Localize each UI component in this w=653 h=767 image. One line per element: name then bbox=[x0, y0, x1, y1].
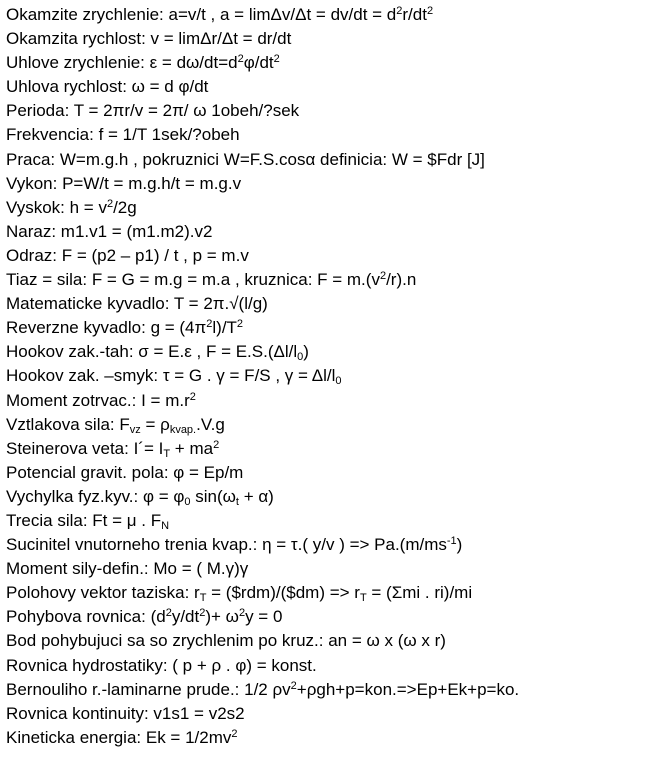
formula-text: Vyskok: h = v bbox=[6, 197, 107, 217]
formula-text: l)/T bbox=[212, 318, 237, 338]
formula-text: /r).n bbox=[386, 270, 417, 290]
formula-text: Vztlakova sila: F bbox=[6, 414, 130, 434]
superscript: 2 bbox=[290, 679, 297, 692]
formula-line bbox=[6, 27, 651, 51]
formula-line bbox=[6, 389, 651, 413]
superscript: 2 bbox=[199, 607, 206, 620]
superscript: 2 bbox=[236, 318, 244, 331]
superscript: 2 bbox=[237, 53, 244, 66]
subscript: kvap. bbox=[169, 423, 197, 436]
formula-line bbox=[6, 605, 651, 629]
formula-text: Tiaz = sila: F = G = m.g = m.a , kruznica: F = m.(v bbox=[6, 270, 380, 290]
formula-text: ) bbox=[456, 535, 463, 555]
subscript: vz bbox=[129, 423, 141, 436]
formula-text: r/dt bbox=[402, 5, 427, 24]
formula-text: /2g bbox=[113, 197, 137, 217]
formula-line bbox=[6, 268, 651, 292]
formula-text: Perioda: T = 2πr/v = 2π/ ω 1obeh/?sek bbox=[6, 101, 300, 121]
superscript: 2 bbox=[206, 318, 213, 331]
formula-text: Moment zotrvac.: I = m.r bbox=[6, 390, 190, 410]
subscript: N bbox=[161, 519, 170, 532]
formula-line bbox=[6, 678, 651, 702]
formula-text: +ρgh+p=kon.=>Ep+Ek+p=ko. bbox=[296, 679, 520, 699]
subscript: T bbox=[199, 592, 207, 605]
formula-text: Vychylka fyz.kyv.: φ = φ bbox=[6, 486, 185, 506]
subscript: T bbox=[359, 592, 367, 605]
formula-text: Frekvencia: f = 1/T 1sek/?obeh bbox=[6, 125, 240, 145]
superscript: 2 bbox=[106, 197, 114, 210]
formula-line bbox=[6, 292, 651, 316]
formula-text: sin(ω bbox=[190, 486, 236, 506]
formula-text: ) bbox=[303, 342, 309, 362]
formula-line bbox=[6, 629, 651, 653]
formula-line bbox=[6, 316, 651, 340]
subscript: 0 bbox=[335, 375, 342, 388]
formula-line bbox=[6, 533, 651, 557]
subscript: 0 bbox=[184, 495, 191, 508]
subscript: t bbox=[235, 495, 239, 508]
formula-text: y = 0 bbox=[245, 607, 283, 627]
superscript: 2 bbox=[426, 5, 434, 17]
formula-text: Potencial gravit. pola: φ = Ep/m bbox=[6, 462, 244, 482]
formula-text: + ma bbox=[170, 438, 214, 458]
formula-line bbox=[6, 726, 651, 750]
formula-text: Kineticka energia: Ek = 1/2mv bbox=[6, 727, 232, 747]
formula-text: = ρ bbox=[140, 414, 170, 434]
formula-line bbox=[6, 413, 651, 437]
formula-line bbox=[6, 196, 651, 220]
formula-text: Rovnica hydrostatiky: ( p + ρ . φ) = konst. bbox=[6, 655, 317, 675]
superscript: 2 bbox=[379, 270, 387, 283]
formula-text: Odraz: F = (p2 – p1) / t , p = m.v bbox=[6, 245, 249, 265]
formula-line bbox=[6, 172, 651, 196]
formula-text: φ/dt bbox=[243, 53, 274, 73]
formula-line bbox=[6, 581, 651, 605]
formula-line bbox=[6, 244, 651, 268]
formula-line bbox=[6, 654, 651, 678]
formula-text: Polohovy vektor taziska: r bbox=[6, 583, 200, 603]
subscript: T bbox=[163, 447, 171, 460]
formula-text: y/dt bbox=[171, 607, 200, 627]
formula-line bbox=[6, 220, 651, 244]
formula-text: Matematicke kyvadlo: T = 2π.√(l/g) bbox=[6, 294, 268, 314]
formula-text: Naraz: m1.v1 = (m1.m2).v2 bbox=[6, 221, 213, 241]
superscript: 2 bbox=[231, 727, 238, 740]
formula-line bbox=[6, 509, 651, 533]
formula-text: )+ ω bbox=[205, 607, 239, 627]
formula-text: Vykon: P=W/t = m.g.h/t = m.g.v bbox=[6, 173, 242, 193]
formula-line bbox=[6, 702, 651, 726]
formula-text: Okamzita rychlost: v = limΔr/Δt = dr/dt bbox=[6, 29, 292, 49]
formula-line bbox=[6, 557, 651, 581]
formula-text: Sucinitel vnutorneho trenia kvap.: η = τ.( y/v ) => Pa.(m/ms bbox=[6, 535, 447, 555]
formula-text: Hookov zak. –smyk: τ = G . γ = F/S , γ = Δl/l bbox=[6, 366, 336, 386]
formula-text: Trecia sila: Ft = μ . F bbox=[6, 510, 162, 530]
formula-line bbox=[6, 485, 651, 509]
formula-text: = (Σmi . ri)/mi bbox=[366, 583, 473, 603]
formula-line bbox=[6, 340, 651, 364]
superscript: 2 bbox=[213, 438, 220, 451]
formula-text: Bod pohybujuci sa so zrychlenim po kruz.: an = ω x (ω x r) bbox=[6, 631, 446, 651]
formula-line bbox=[6, 99, 651, 123]
formula-text: Praca: W=m.g.h , pokruznici W=F.S.cosα definicia: W = $Fdr [J] bbox=[6, 149, 485, 169]
formula-text: Pohybova rovnica: (d bbox=[6, 607, 166, 627]
formula-text: + α) bbox=[238, 486, 274, 506]
formula-line bbox=[6, 437, 651, 461]
superscript: 2 bbox=[189, 390, 196, 403]
formula-line bbox=[6, 148, 651, 172]
formula-text: Uhlova rychlost: ω = d φ/dt bbox=[6, 77, 209, 97]
formula-sheet bbox=[6, 3, 651, 750]
formula-text: .V.g bbox=[196, 414, 225, 434]
formula-line bbox=[6, 75, 651, 99]
formula-line bbox=[6, 364, 651, 388]
formula-text: Steinerova veta: I´= I bbox=[6, 438, 164, 458]
formula-text: Uhlove zrychlenie: ε = dω/dt=d bbox=[6, 53, 238, 73]
formula-line bbox=[6, 461, 651, 485]
formula-text: Rovnica kontinuity: v1s1 = v2s2 bbox=[6, 703, 245, 723]
formula-text: Okamzite zrychlenie: a=v/t , a = limΔv/Δt = dv/dt = d bbox=[6, 5, 397, 24]
formula-text: Hookov zak.-tah: σ = E.ε , F = E.S.(Δl/l bbox=[6, 342, 298, 362]
formula-line bbox=[6, 123, 651, 147]
superscript: -1 bbox=[446, 535, 457, 548]
formula-line bbox=[6, 51, 651, 75]
superscript: 2 bbox=[165, 607, 172, 620]
subscript: 0 bbox=[297, 351, 304, 364]
superscript: 2 bbox=[396, 5, 403, 17]
formula-text: Moment sily-defin.: Mo = ( M.γ)γ bbox=[6, 559, 249, 579]
formula-line bbox=[6, 3, 651, 27]
superscript: 2 bbox=[273, 53, 280, 66]
formula-text: = ($rdm)/($dm) => r bbox=[206, 583, 360, 603]
formula-text: Bernouliho r.-laminarne prude.: 1/2 ρv bbox=[6, 679, 291, 699]
formula-text: Reverzne kyvadlo: g = (4π bbox=[6, 318, 207, 338]
superscript: 2 bbox=[238, 607, 246, 620]
